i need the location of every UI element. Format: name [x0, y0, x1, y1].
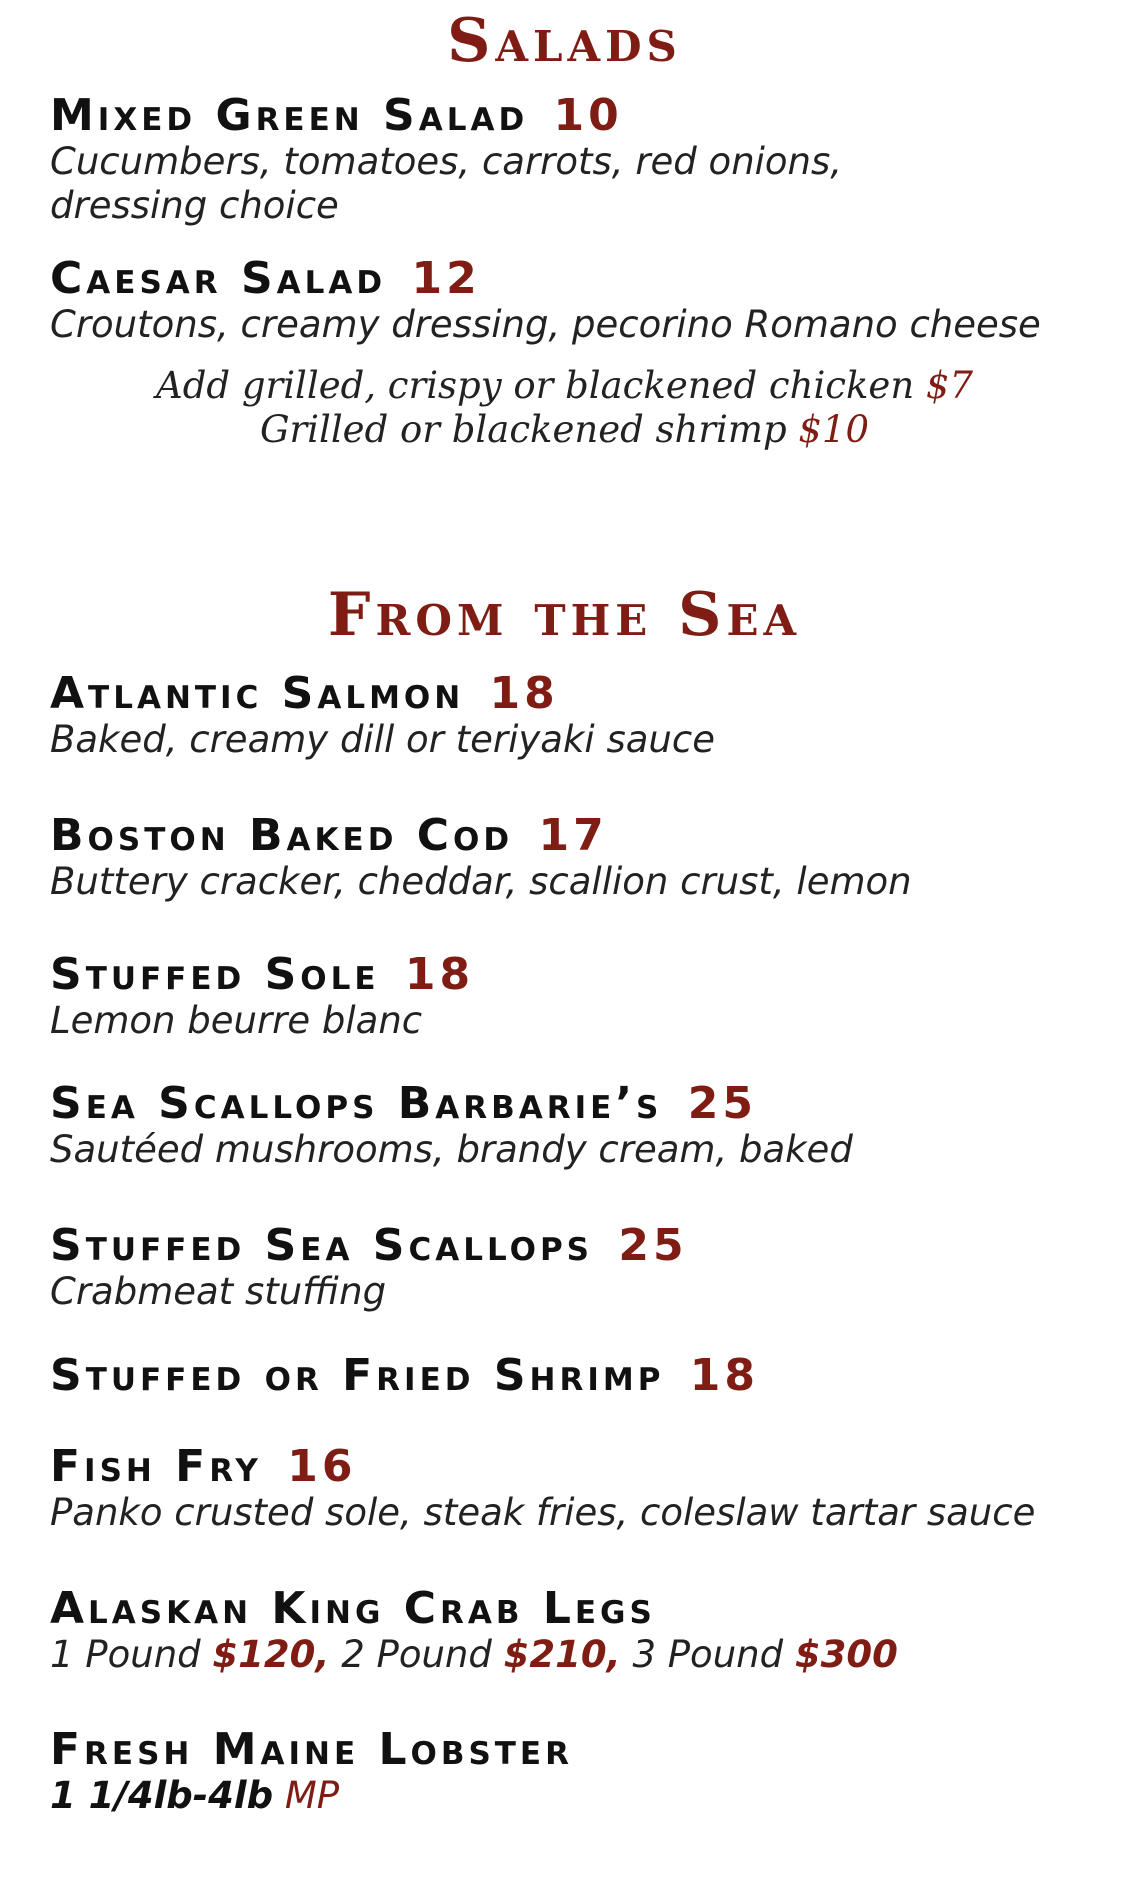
item-price: 25 [618, 1220, 688, 1271]
item-description: Lemon beurre blanc [50, 999, 423, 1042]
item-price: MP [284, 1774, 340, 1817]
item-size: 1 1/4lb-4lb [50, 1774, 274, 1817]
addon-price: $7 [925, 364, 974, 407]
option-price: $210, [503, 1633, 621, 1676]
item-price: 10 [553, 90, 623, 141]
item-description: Panko crusted sole, steak fries, coleslaw tartar sauce [50, 1491, 1036, 1534]
menu-item-mixed-green-salad [50, 92, 1110, 228]
section-title-from-the-sea: From the Sea [327, 580, 802, 650]
item-size-price [50, 1774, 1110, 1818]
item-name: Fish Fry [50, 1441, 262, 1492]
menu-item-sea-scallops-barbaries [50, 1080, 1110, 1172]
addon-price: $10 [798, 408, 870, 451]
item-price: 17 [538, 810, 608, 861]
salad-addons [0, 364, 1129, 452]
item-name: Mixed Green Salad [50, 90, 529, 141]
item-name: Stuffed Sea Scallops [50, 1220, 593, 1271]
item-name: Sea Scallops Barbarie’s [50, 1078, 663, 1129]
item-name: Caesar Salad [50, 253, 387, 304]
option-price: $300 [794, 1633, 898, 1676]
item-name: Atlantic Salmon [50, 668, 465, 719]
item-name: Stuffed or Fried Shrimp [50, 1350, 665, 1401]
option-label: 3 Pound [632, 1633, 784, 1676]
item-name: Fresh Maine Lobster [50, 1724, 573, 1775]
menu-item-alaskan-king-crab-legs [50, 1585, 1110, 1677]
addon-text: Add grilled, crispy or blackened chicken [155, 364, 915, 407]
menu-item-fresh-maine-lobster [50, 1726, 1110, 1818]
item-price: 25 [687, 1078, 757, 1129]
item-description: Croutons, creamy dressing, pecorino Romano cheese [50, 303, 1041, 346]
menu-item-caesar-salad [50, 255, 1110, 347]
addon-text: Grilled or blackened shrimp [259, 408, 787, 451]
addon-line [0, 364, 1129, 408]
item-description: Cucumbers, tomatoes, carrots, red onions, [50, 140, 843, 183]
item-description-cont: dressing choice [50, 184, 339, 227]
menu-item-fish-fry [50, 1443, 1110, 1535]
item-options [50, 1633, 1110, 1677]
menu-item-stuffed-or-fried-shrimp [50, 1352, 1110, 1400]
item-price: 16 [287, 1441, 357, 1492]
section-title-salads: Salads [447, 6, 682, 76]
option-label: 2 Pound [341, 1633, 492, 1676]
menu-item-atlantic-salmon [50, 670, 1110, 762]
addon-line [0, 408, 1129, 452]
item-description: Buttery cracker, cheddar, scallion crust, lemon [50, 860, 912, 903]
item-description: Crabmeat stuffing [50, 1270, 387, 1313]
item-description: Sautéed mushrooms, brandy cream, baked [50, 1128, 853, 1171]
item-price: 18 [404, 949, 475, 1000]
option-label: 1 Pound [50, 1633, 201, 1676]
item-price: 18 [489, 668, 559, 719]
item-price: 12 [411, 253, 481, 304]
menu-item-boston-baked-cod [50, 812, 1110, 904]
menu-item-stuffed-sea-scallops [50, 1222, 1110, 1314]
item-price: 18 [689, 1350, 759, 1401]
item-name: Boston Baked Cod [50, 810, 514, 861]
item-description: Baked, creamy dill or teriyaki sauce [50, 718, 715, 761]
item-name: Stuffed Sole [50, 949, 380, 1000]
menu-item-stuffed-sole [50, 951, 1110, 1043]
option-price: $120, [212, 1633, 330, 1676]
item-name: Alaskan King Crab Legs [50, 1583, 656, 1634]
